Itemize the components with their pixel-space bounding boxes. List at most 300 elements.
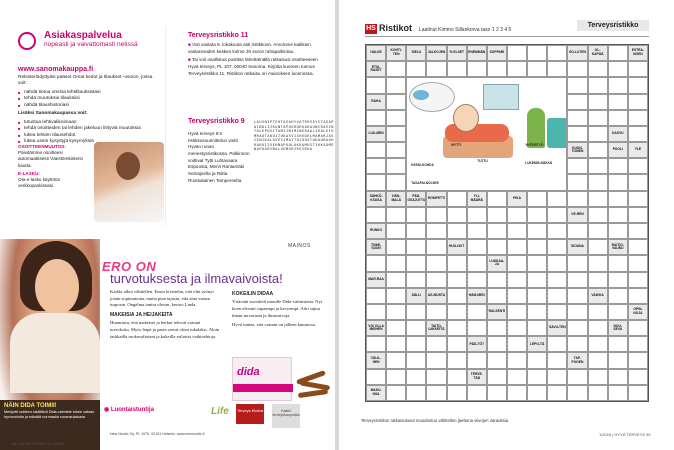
list-item: ■ tehdä osoitteiden tai lehden jakeluun liittyviä muutoksia [24, 126, 161, 132]
crossword-clue: MAKU-NSA [366, 385, 386, 401]
crossword-cell[interactable] [406, 320, 426, 336]
crossword-cell[interactable] [426, 239, 446, 255]
crossword-cell[interactable] [447, 385, 467, 401]
crossword-cell[interactable] [426, 352, 446, 368]
crossword-cell[interactable] [547, 336, 567, 352]
crossword-cell[interactable] [628, 239, 648, 255]
registration-intro: Rekisteröidyttyäsi pääset Omat tiedot ja tilaukset -osioon, jossa voit: [18, 75, 153, 87]
crossword-cell[interactable] [366, 142, 386, 158]
crossword-cell[interactable] [487, 239, 507, 255]
customer-service-header [14, 26, 165, 62]
crossword-cell[interactable] [588, 77, 608, 93]
crossword-clue: OPIN-NOJA [628, 304, 648, 320]
crossword-cell[interactable] [366, 77, 386, 93]
crossword-cell[interactable] [366, 369, 386, 385]
cinnamon-icon [294, 371, 334, 399]
crossword-cell[interactable] [588, 110, 608, 126]
crossword-cell[interactable] [547, 369, 567, 385]
crossword-cell[interactable] [608, 110, 628, 126]
crossword-clue: RAI-SENTI [487, 304, 507, 320]
right-page [339, 0, 674, 450]
crossword-cell[interactable] [447, 191, 467, 207]
crossword-clue: YLE [628, 142, 648, 158]
crossword-cell[interactable] [608, 158, 628, 174]
crossword-cell[interactable] [366, 288, 386, 304]
crossword-cell[interactable] [366, 336, 386, 352]
crossword-cell[interactable] [567, 223, 587, 239]
crossword-cell[interactable] [608, 304, 628, 320]
crossword-cell[interactable] [447, 320, 467, 336]
crossword-cell[interactable] [567, 61, 587, 77]
crossword-cell[interactable] [567, 255, 587, 271]
crossword-cell[interactable] [447, 255, 467, 271]
crossword-cell[interactable] [547, 304, 567, 320]
ad-body-shape [10, 313, 100, 393]
crossword-cell[interactable] [507, 385, 527, 401]
crossword-cell[interactable] [487, 61, 507, 77]
crossword-cell[interactable] [608, 45, 628, 61]
ad-paragraph: Hyvä tuntea, että vatsani on jälleen kunnossa. [232, 322, 316, 328]
crossword-clue: TOIMI-SUUN [366, 239, 386, 255]
crossword-clue: HUU-NOT [447, 239, 467, 255]
crossword-cell[interactable] [628, 77, 648, 93]
crossword-clue: HÄM-MEN [467, 288, 487, 304]
crossword-cell[interactable] [547, 191, 567, 207]
crossword-cell[interactable] [588, 94, 608, 110]
crossword-cell[interactable] [467, 320, 487, 336]
crossword-cell[interactable] [426, 369, 446, 385]
crossword-cell[interactable] [588, 158, 608, 174]
crossword-cell[interactable] [527, 207, 547, 223]
crossword-cell[interactable] [467, 272, 487, 288]
crossword-cell[interactable] [567, 320, 587, 336]
crossword-cell[interactable] [588, 61, 608, 77]
crossword-cell[interactable] [507, 61, 527, 77]
crossword-cell[interactable] [567, 191, 587, 207]
crossword-cell[interactable] [628, 207, 648, 223]
crossword-cell[interactable] [366, 158, 386, 174]
crossword-clue: OL-KAPÄÄ [588, 45, 608, 61]
crossword-cell[interactable] [608, 223, 628, 239]
crossword-cell[interactable] [527, 191, 547, 207]
list-item: ■ lukea lehtien tilausehdot [24, 133, 161, 139]
crossword-cell[interactable] [487, 191, 507, 207]
crossword-cell[interactable] [567, 272, 587, 288]
crossword-clue: SIELU [406, 45, 426, 61]
crossword-cell[interactable] [527, 45, 547, 61]
ad-subheading: KOKEILIN DIDAA [232, 291, 274, 297]
crossword-cell[interactable] [547, 352, 567, 368]
crossword-cell[interactable] [588, 304, 608, 320]
crossword-cell[interactable] [386, 207, 406, 223]
crossword-cell[interactable] [628, 288, 648, 304]
crossword-cell[interactable] [608, 94, 628, 110]
ad-subheading: MAKEISIA JA HEIJAKEITA [110, 311, 173, 318]
crossword-cell[interactable] [467, 239, 487, 255]
left-page-number: 94 | HYVÄ TERVEYS 1/2016 [12, 441, 64, 446]
crossword-cell[interactable] [527, 288, 547, 304]
crossword-cell[interactable] [386, 255, 406, 271]
crossword-clue: SÄLLI [406, 288, 426, 304]
crossword-cell[interactable] [487, 272, 507, 288]
crossword-clue: SÄHKÖ-KSUSA [366, 191, 386, 207]
crossword-clue: PÄÄ-OSAJUTTU [406, 191, 426, 207]
crossword-cell[interactable] [608, 336, 628, 352]
crossword-cell[interactable] [487, 288, 507, 304]
retailer-logos [104, 404, 334, 428]
crossword-results-column [188, 32, 328, 79]
list-item: ■ tutustua lehtivalikoimaan [24, 120, 161, 126]
picture-clue: TASAPAI-NOLIIKE [411, 181, 439, 186]
crossword-cell[interactable] [386, 336, 406, 352]
crossword-cell[interactable] [588, 255, 608, 271]
crossword-cell[interactable] [567, 110, 587, 126]
e-invoice-heading: E-LASKU: [18, 170, 40, 176]
crossword-cell[interactable] [467, 304, 487, 320]
dida-product-stripe [233, 384, 293, 392]
crossword-cell[interactable] [507, 45, 527, 61]
crossword-cell[interactable] [386, 352, 406, 368]
customer-service-title: Asiakaspalvelua [44, 30, 122, 41]
crossword-cell[interactable] [567, 94, 587, 110]
crossword-cell[interactable] [567, 158, 587, 174]
crossword-cell[interactable] [588, 320, 608, 336]
crossword-cell[interactable] [386, 126, 406, 142]
crossword-cell[interactable] [467, 385, 487, 401]
header-divider [365, 36, 649, 37]
crossword-cell[interactable] [426, 223, 446, 239]
crossword-cell[interactable] [386, 174, 406, 190]
crossword-cell[interactable] [628, 385, 648, 401]
crossword-cell[interactable] [527, 352, 547, 368]
crossword-cell[interactable] [507, 352, 527, 368]
crossword-cell[interactable] [628, 110, 648, 126]
crossword-cell[interactable] [527, 272, 547, 288]
crossword-cell[interactable] [588, 174, 608, 190]
crossword-cell[interactable] [487, 320, 507, 336]
right-page-number: 1/2016 | HYVÄ TERVEYS 95 [599, 432, 651, 437]
crossword-cell[interactable] [527, 304, 547, 320]
crossword-cell[interactable] [487, 352, 507, 368]
crossword-cell[interactable] [608, 288, 628, 304]
dida-product-box [232, 357, 292, 401]
crossword-cell[interactable] [487, 336, 507, 352]
life-logo: Life [211, 406, 229, 417]
blanket-icon [445, 124, 509, 142]
crossword-cell[interactable] [567, 174, 587, 190]
crossword-clue: SO-LUTEN [567, 45, 587, 61]
crossword-cell[interactable] [567, 385, 587, 401]
results-text-1: Voit vastata 6. lokakuuta asti ristikkoon. Arvomme kaikkien vastanneiden kesken kolme 20 euron rahapalkintoa. [188, 42, 311, 54]
crossword-cell[interactable] [628, 272, 648, 288]
crossword-cell[interactable] [386, 61, 406, 77]
crossword-cell[interactable] [608, 385, 628, 401]
crossword-clue: NOU-SEVA [608, 320, 628, 336]
crossword-cell[interactable] [467, 352, 487, 368]
crossword-clue: TERVE-TÄÄ [467, 369, 487, 385]
crossword-clue: VOI OLLA MIEHEN [366, 320, 386, 336]
crossword-cell[interactable] [426, 207, 446, 223]
crossword-clue: AS-MUSTA [426, 288, 446, 304]
crossword-cell[interactable] [547, 288, 567, 304]
left-page [0, 0, 335, 450]
crossword-cell[interactable] [567, 336, 587, 352]
crossword-cell[interactable] [567, 288, 587, 304]
crossword-cell[interactable] [467, 207, 487, 223]
crossword-cell[interactable] [547, 223, 567, 239]
crossword-cell[interactable] [588, 385, 608, 401]
crossword-clue: YLI-MÄÄRÄ [467, 191, 487, 207]
crossword-cell[interactable] [447, 207, 467, 223]
crossword-cell[interactable] [507, 288, 527, 304]
crossword-cell[interactable] [366, 110, 386, 126]
crossword-cell[interactable] [628, 126, 648, 142]
crossword-clue: VAIKKA [588, 288, 608, 304]
crossword-cell[interactable] [588, 239, 608, 255]
crossword-cell[interactable] [386, 142, 406, 158]
crossword-cell[interactable] [447, 304, 467, 320]
crossword-cell[interactable] [386, 369, 406, 385]
crossword-clue: SOPPARI [487, 45, 507, 61]
crossword-clue: YLEI-SET [447, 45, 467, 61]
crossword-cell[interactable] [628, 61, 648, 77]
crossword-clue: RUNKO [366, 223, 386, 239]
crossword-cell[interactable] [426, 61, 446, 77]
crossword-cell[interactable] [588, 126, 608, 142]
crossword-cell[interactable] [588, 207, 608, 223]
crossword-cell[interactable] [588, 142, 608, 158]
crossword-clue: LUU-MEN [366, 126, 386, 142]
customer-service-box [14, 26, 166, 226]
crossword-cell[interactable] [447, 61, 467, 77]
crossword-cell[interactable] [406, 272, 426, 288]
crossword-cell[interactable] [628, 158, 648, 174]
crossword-cell[interactable] [467, 223, 487, 239]
crossword-cell[interactable] [588, 369, 608, 385]
crossword-cell[interactable] [406, 352, 426, 368]
crossword-grid [365, 44, 649, 402]
crossword-footer: Terveysristikon ratkaisuluvut muodostuu vähitellen jaettuna viivojen varauksia [361, 418, 509, 423]
crossword-cell[interactable] [366, 304, 386, 320]
shop-intro: Lisäksi Sanomakaupassa voit: [18, 111, 88, 117]
crossword-cell[interactable] [386, 385, 406, 401]
ristikot-logo [365, 23, 413, 35]
crossword-cell[interactable] [608, 61, 628, 77]
crossword-clue: TAITO-LIIKKEITÄ [426, 320, 446, 336]
crossword-clue: KOHTI-TEN [386, 45, 406, 61]
ad-banner-text: Mesiyrtti uutteen sisältävä Dida-valmiste tukee vatsan hyvinvointia ja edistää normaalia ruoansulatusta. [4, 410, 95, 420]
sanomakauppa-link[interactable]: www.sanomakauppa.fi [18, 66, 94, 73]
crossword-cell[interactable] [567, 126, 587, 142]
crossword-cell[interactable] [507, 320, 527, 336]
crossword-cell[interactable] [426, 272, 446, 288]
crossword-cell[interactable] [588, 352, 608, 368]
ristikot-wordmark: Ristikot [379, 23, 413, 33]
crossword-clue: PÄÄ-TÖT [467, 336, 487, 352]
crossword-cell[interactable] [547, 385, 567, 401]
ad-paragraph: Ystäväni suositteli minulle Dida-valmistetta. Nyt koen olevani vapaampi ja kevyempi. Arki sujuu ilman turvotusta ja ilmavaivoja. [232, 299, 323, 318]
crossword-cell[interactable] [507, 272, 527, 288]
results-paragraph-2: ■ Tai voit osallistua postitse lähettämällä ratkaisusi osoitteeseen Hyvä terveys, PL 107, 00040 Sanoma. Kirjoita kuoreen tunnus Terveysristikko 11. Ristikon ratkaisu on mainoksen luonnossa. [188, 57, 318, 76]
crossword-cell[interactable] [406, 207, 426, 223]
crossword-cell[interactable] [386, 272, 406, 288]
crossword-cell[interactable] [527, 239, 547, 255]
crossword-cell[interactable] [507, 207, 527, 223]
ad-face-shape [35, 259, 79, 315]
ad-paragraph: Kaikki alkoi vähitellen. Ensin kivistelin, että olin syönyt jotain sopimatonta, mutta pian tajusin, että aina vatsan turposin. Ongelma tuntui olevan, kertoo Linda. [110, 289, 214, 308]
crossword-cell[interactable] [447, 352, 467, 368]
crossword-clue: LUKKAA-JA [487, 255, 507, 271]
luontaistuntija-logo: ◉ Luontaistuntija [104, 406, 154, 413]
tv-icon [483, 84, 519, 110]
crossword-cell[interactable] [527, 223, 547, 239]
crossword-cell[interactable] [628, 369, 648, 385]
crossword-cell[interactable] [628, 174, 648, 190]
crossword-cell[interactable] [567, 77, 587, 93]
list-item: ■ tehdä muutoksia tilauksiisi [24, 96, 161, 102]
ad-brand: ERO ON [102, 259, 157, 274]
picture-clue: YHTEISTYÖ [525, 143, 544, 148]
crossword-cell[interactable] [406, 369, 426, 385]
crossword-cell[interactable] [406, 304, 426, 320]
crossword-cell[interactable] [628, 352, 648, 368]
crossword-cell[interactable] [366, 255, 386, 271]
crossword-cell[interactable] [406, 385, 426, 401]
crossword-cell[interactable] [608, 369, 628, 385]
crossword-cell[interactable] [507, 255, 527, 271]
answer-text: Hyvä terveys 9:n ristikkosuunnittelun voitti Hyvän ruoan menestysristikossa. Palkinnon voittivat Tytti Luhtavaara Espoosta, Mervi Rantamäki Seinäjoelta ja Riitta Ruotsalainen Tampereelta. [188, 131, 250, 183]
list-item: ■ nähdä tilaushistoriasi [24, 103, 161, 109]
crossword-tab: Terveysristikko [577, 20, 649, 31]
crossword-cell[interactable] [527, 320, 547, 336]
crossword-cell[interactable] [447, 223, 467, 239]
crossword-cell[interactable] [628, 320, 648, 336]
crossword-cell[interactable] [386, 110, 406, 126]
results-text-2: Tai voit osallistua postitse lähettämällä ratkaisusi osoitteeseen Hyvä terveys, PL 107, 00040 Sanoma. Kirjoita kuoreen tunnus Terveysristikko 11. Ristikon ratkaisu on mainoksen luonnossa. [188, 57, 318, 76]
crossword-cell[interactable] [588, 191, 608, 207]
crossword-cell[interactable] [386, 320, 406, 336]
crossword-cell[interactable] [588, 272, 608, 288]
crossword-cell[interactable] [386, 239, 406, 255]
crossword-cell[interactable] [426, 304, 446, 320]
crossword-cell[interactable] [487, 385, 507, 401]
crossword-clue: ETIS-RASET [366, 61, 386, 77]
crossword-cell[interactable] [386, 288, 406, 304]
crossword-clue: PUOLI [608, 142, 628, 158]
crossword-cell[interactable] [527, 385, 547, 401]
crossword-cell[interactable] [406, 239, 426, 255]
crossword-cell[interactable] [608, 77, 628, 93]
crossword-cell[interactable] [628, 223, 648, 239]
crossword-cell[interactable] [628, 255, 648, 271]
crossword-cell[interactable] [366, 207, 386, 223]
crossword-cell[interactable] [426, 336, 446, 352]
crossword-cell[interactable] [507, 223, 527, 239]
crossword-cell[interactable] [628, 94, 648, 110]
crossword-cell[interactable] [547, 61, 567, 77]
crossword-cell[interactable] [527, 369, 547, 385]
crossword-clue: KUUN-TOMEN [567, 142, 587, 158]
address-change-text: Päivitämme osoitteesi automaattisesti Väestörekisterin kautta. [18, 150, 84, 168]
picture-clue: LUKEMIS-NÄKKÄ [525, 161, 553, 166]
crossword-cell[interactable] [406, 255, 426, 271]
crossword-cell[interactable] [426, 255, 446, 271]
crossword-clue: HÄN-MALÄ [386, 191, 406, 207]
crossword-clue: HALKE [366, 45, 386, 61]
crossword-cell[interactable] [547, 255, 567, 271]
crossword-cell[interactable] [447, 288, 467, 304]
crossword-cell[interactable] [608, 255, 628, 271]
crossword-cell[interactable] [406, 61, 426, 77]
crossword-cell[interactable] [507, 336, 527, 352]
crossword-cell[interactable] [487, 223, 507, 239]
crossword-cell[interactable] [366, 174, 386, 190]
crossword-cell[interactable] [547, 272, 567, 288]
crossword-cell[interactable] [467, 61, 487, 77]
hs-logo-icon: HS [366, 25, 376, 32]
crossword-cell[interactable] [588, 336, 608, 352]
crossword-cell[interactable] [608, 352, 628, 368]
dida-advertisement [0, 239, 335, 450]
sanoma-logo-icon [18, 32, 36, 50]
crossword-cell[interactable] [386, 77, 406, 93]
customer-service-photo [94, 142, 164, 222]
crossword-cell[interactable] [507, 369, 527, 385]
crossword-cell[interactable] [487, 207, 507, 223]
crossword-cell[interactable] [386, 94, 406, 110]
crossword-clue: SIOUNA [567, 239, 587, 255]
crossword-cell[interactable] [386, 304, 406, 320]
results-paragraph-1: ■ Voit vastata 6. lokakuuta asti ristikkoon. Arvomme kaikkien vastanneiden kesken kolme 20 euron rahapalkintoa. [188, 42, 311, 54]
crossword-cell[interactable] [426, 385, 446, 401]
ad-label: MAINOS [288, 243, 311, 249]
crossword-clue: RAHA [366, 94, 386, 110]
ad-banner-heading: NÄIN DIDA TOIMII! [4, 403, 57, 409]
ad-paragraph: Huomasin, että makeiset ja herkut tekivät vatsani turvoksiin. Myös leipä ja pasta saivat oloni tukalaksi. Aloin tarkkailla ruokavaliotani ja kokeilla erilaisia vaihtoehtoja. [110, 320, 220, 339]
crossword-cell[interactable] [386, 223, 406, 239]
crossword-cell[interactable] [527, 255, 547, 271]
crossword-cell[interactable] [507, 304, 527, 320]
crossword-cell[interactable] [608, 272, 628, 288]
crossword-cell[interactable] [406, 223, 426, 239]
crossword-cell[interactable] [567, 304, 587, 320]
crossword-clue: VE-REN [567, 207, 587, 223]
crossword-cell[interactable] [527, 61, 547, 77]
registration-list [24, 90, 161, 109]
crossword-cell[interactable] [628, 336, 648, 352]
crossword-cell[interactable] [608, 174, 628, 190]
crossword-cell[interactable] [608, 207, 628, 223]
crossword-cell[interactable] [547, 207, 567, 223]
crossword-cell[interactable] [447, 336, 467, 352]
picture-clue: KESKI-KOHDA [411, 163, 434, 168]
crossword-cell[interactable] [547, 239, 567, 255]
crossword-cell[interactable] [628, 191, 648, 207]
crossword-cell[interactable] [386, 158, 406, 174]
crossword-cell[interactable] [467, 255, 487, 271]
crossword-cell[interactable] [567, 369, 587, 385]
crossword-clue: SAVU-TEN [547, 320, 567, 336]
crossword-cell[interactable] [487, 369, 507, 385]
crossword-cell[interactable] [447, 369, 467, 385]
crossword-cell[interactable] [588, 223, 608, 239]
crossword-cell[interactable] [608, 191, 628, 207]
crossword-cell[interactable] [507, 239, 527, 255]
crossword-cell[interactable] [406, 336, 426, 352]
crossword-cell[interactable] [547, 45, 567, 61]
crossword-cell[interactable] [447, 272, 467, 288]
crossword-clue: RAITIO-VAUNU [608, 239, 628, 255]
